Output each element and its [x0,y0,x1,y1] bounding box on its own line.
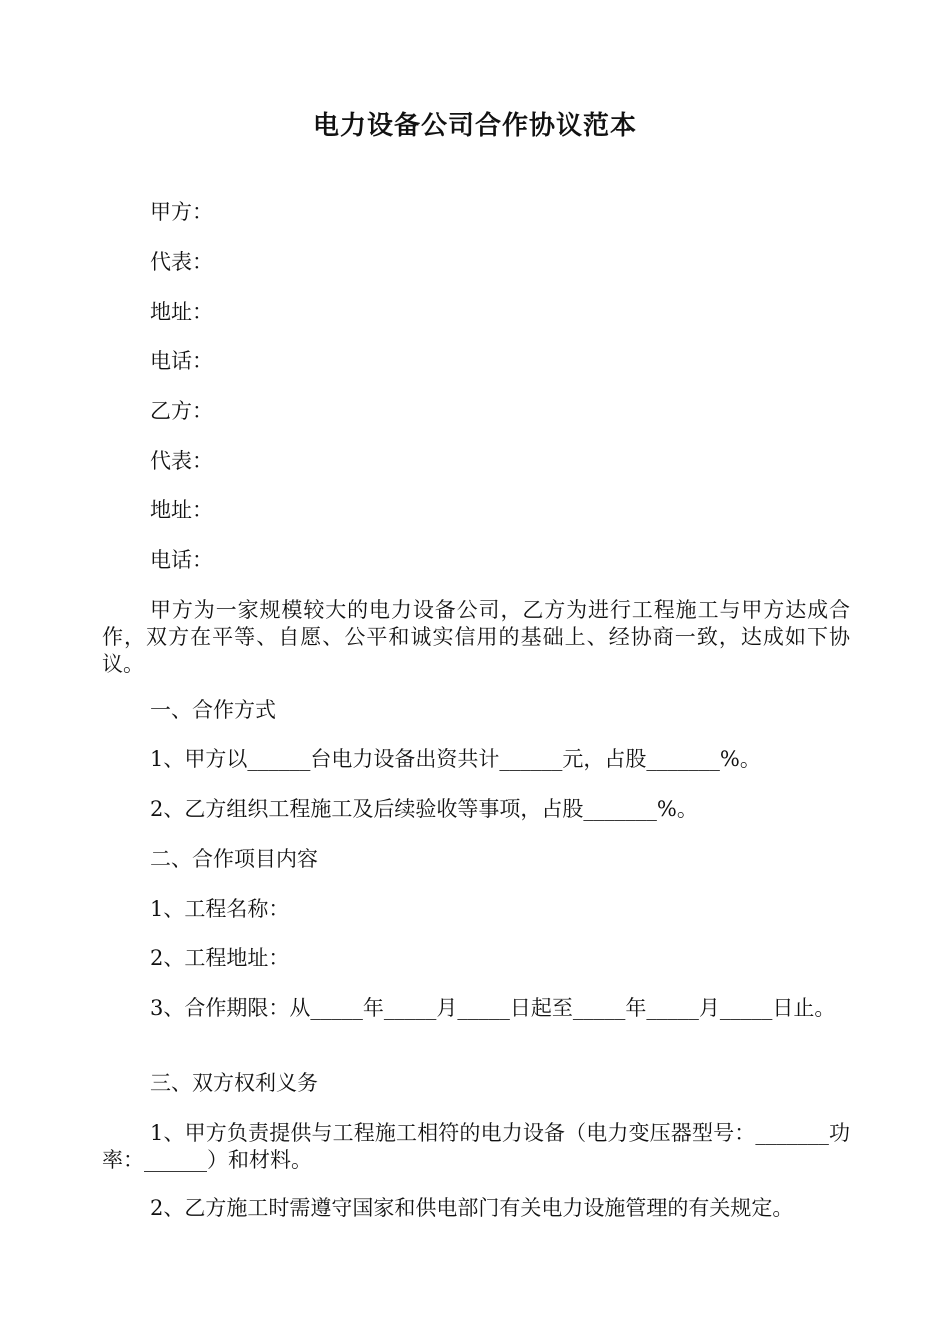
section3-item2: 2、乙方施工时需遵守国家和供电部门有关电力设施管理的有关规定。 [150,1196,794,1220]
section2-heading: 二、合作项目内容 [150,847,318,871]
party-b-label: 乙方： [150,399,213,423]
document-title: 电力设备公司合作协议范本 [312,111,637,141]
intro-paragraph: 甲方为一家规模较大的电力设备公司，乙方为进行工程施工与甲方达成合作，双方在平等、自愿、公平和诚实信用的基础上、经协商一致，达成如下协议。 [102,598,850,676]
section2-item2: 2、工程地址： [150,946,290,970]
party-b-phone: 电话： [150,548,213,572]
section3-item1: 1、甲方负责提供与工程施工相符的电力设备（电力变压器型号：_______功率：______）和材料。 [102,1121,850,1172]
party-a-phone: 电话： [150,349,213,373]
party-a-label: 甲方： [150,200,213,224]
party-b-representative: 代表： [150,449,213,473]
section2-item1: 1、工程名称： [150,897,290,921]
party-a-address: 地址： [150,300,213,324]
section1-item2: 2、乙方组织工程施工及后续验收等事项，占股_______%。 [150,797,698,821]
party-b-address: 地址： [150,498,213,522]
party-a-representative: 代表： [150,250,213,274]
section1-heading: 一、合作方式 [150,698,276,722]
section2-item3: 3、合作期限：从_____年_____月_____日起至_____年_____月_____日止。 [150,996,836,1020]
section3-heading: 三、双方权利义务 [150,1071,318,1095]
section1-item1: 1、甲方以______台电力设备出资共计______元，占股_______%。 [150,747,761,771]
